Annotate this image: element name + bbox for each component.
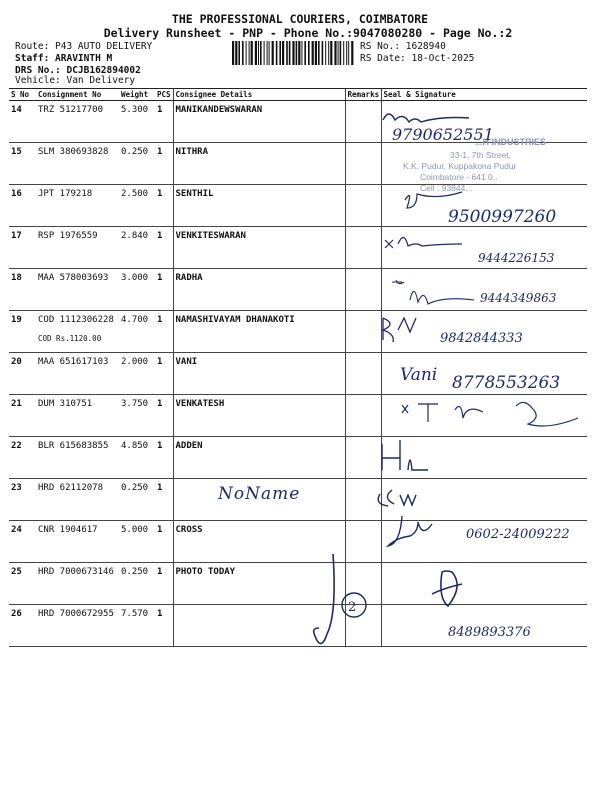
stamp-line-3: K.K. Pudur, Kuppakona Pudur: [403, 161, 517, 171]
route-label: Route: P43 AUTO DELIVERY: [15, 41, 153, 52]
cell-seal-signature: [381, 311, 587, 353]
cell-sno: 25: [9, 563, 36, 605]
cell-remarks: [345, 605, 381, 647]
cell-remarks: [345, 101, 381, 143]
cell-seal-signature: [381, 521, 587, 563]
handwritten-phone-16: 9500997260: [448, 207, 557, 227]
barcode-bar: [348, 41, 349, 65]
cell-consignee: VENKATESH: [173, 395, 345, 437]
cell-seal-signature: [381, 269, 587, 311]
stamp-line-5: Cell : 93844...: [420, 183, 473, 193]
stamp-line-2: 33-1, 7th Street,: [450, 150, 511, 160]
col-header-consignment: Consignment No: [36, 89, 119, 101]
cell-seal-signature: [381, 479, 587, 521]
cell-pcs: 1: [155, 101, 173, 143]
cell-consignment-no: COD 1112306228: [36, 311, 119, 353]
table-row: [9, 353, 587, 395]
cell-remarks: [345, 185, 381, 227]
handwritten-phone-24: 0602-24009222: [466, 527, 570, 542]
cell-remarks: [345, 437, 381, 479]
cell-pcs: 1: [155, 605, 173, 647]
cell-pcs: 1: [155, 395, 173, 437]
cell-weight: 2.500: [119, 185, 155, 227]
cell-remarks: [345, 143, 381, 185]
barcode-bar: [272, 41, 274, 65]
cell-weight: 5.000: [119, 521, 155, 563]
cell-pcs: 1: [155, 143, 173, 185]
barcode-bar: [325, 41, 326, 65]
barcode-bar: [328, 41, 329, 65]
cell-weight: 0.250: [119, 563, 155, 605]
cell-pcs: 1: [155, 269, 173, 311]
table-row: [9, 311, 587, 353]
barcode-bar: [242, 41, 244, 65]
cell-weight: 0.250: [119, 143, 155, 185]
cell-weight: 3.750: [119, 395, 155, 437]
cell-remarks: [345, 395, 381, 437]
barcode-bar: [292, 41, 294, 65]
cell-remarks: [345, 311, 381, 353]
barcode-bar: [232, 41, 234, 65]
cell-sno: 15: [9, 143, 36, 185]
barcode-bar: [308, 41, 310, 65]
staff-label: Staff: ARAVINTH M: [15, 53, 113, 64]
cell-consignment-no: HRD 7000673146: [36, 563, 119, 605]
cell-sno: 16: [9, 185, 36, 227]
cell-consignee: ADDEN: [173, 437, 345, 479]
table-row: [9, 605, 587, 647]
cell-seal-signature: [381, 227, 587, 269]
cell-pcs: 1: [155, 563, 173, 605]
cell-consignee: CROSS: [173, 521, 345, 563]
cell-weight: 4.850: [119, 437, 155, 479]
cell-pcs: 1: [155, 227, 173, 269]
barcode-bar: [267, 41, 268, 65]
barcode-bar: [315, 41, 317, 65]
cell-sno: 20: [9, 353, 36, 395]
barcode-bar: [264, 41, 265, 65]
cell-consignee: SENTHIL: [173, 185, 345, 227]
col-header-remarks: Remarks: [345, 89, 381, 101]
barcode-bar: [304, 41, 306, 65]
cell-consignment-no: MAA 651617103: [36, 353, 119, 395]
cell-consignee: MANIKANDEWSWARAN: [173, 101, 345, 143]
table-row: [9, 437, 587, 479]
cell-consignment-no: DUM 310751: [36, 395, 119, 437]
barcode-bar: [279, 41, 281, 65]
col-header-sno: S No: [9, 89, 36, 101]
cell-weight: 7.570: [119, 605, 155, 647]
cell-pcs: 1: [155, 311, 173, 353]
handwritten-vani: Vani: [400, 365, 438, 385]
cell-sno: 22: [9, 437, 36, 479]
cell-seal-signature: [381, 563, 587, 605]
cell-sno: 26: [9, 605, 36, 647]
cell-consignment-no: HRD 62112078: [36, 479, 119, 521]
cell-sno: 24: [9, 521, 36, 563]
cell-weight: 2.840: [119, 227, 155, 269]
table-row: [9, 143, 587, 185]
barcode-bar: [330, 41, 332, 65]
cell-pcs: 1: [155, 437, 173, 479]
cell-sno: 18: [9, 269, 36, 311]
barcode-bar: [312, 41, 314, 65]
barcode-bar: [296, 41, 298, 65]
cell-seal-signature: [381, 353, 587, 395]
barcode-bar: [338, 41, 339, 65]
cell-consignment-no: HRD 7000672955: [36, 605, 119, 647]
cell-seal-signature: [381, 101, 587, 143]
cell-consignment-no: TRZ 51217700: [36, 101, 119, 143]
runsheet-table: [9, 88, 587, 647]
cell-weight: 2.000: [119, 353, 155, 395]
cell-consignment-no: RSP 1976559: [36, 227, 119, 269]
cell-seal-signature: [381, 395, 587, 437]
barcode: [232, 41, 356, 65]
runsheet-subtitle: Delivery Runsheet - PNP - Phone No.:9047080280 - Page No.:2: [103, 26, 513, 40]
cell-consignment-no: CNR 1904617: [36, 521, 119, 563]
handwritten-phone-17: 9444226153: [478, 251, 555, 265]
table-row: [9, 185, 587, 227]
cell-consignee: VENKITESWARAN: [173, 227, 345, 269]
vehicle-label: Vehicle: Van Delivery: [15, 75, 136, 86]
cell-remarks: [345, 563, 381, 605]
barcode-bar: [346, 41, 347, 65]
cell-seal-signature: [381, 143, 587, 185]
handwritten-noname: NoName: [218, 484, 301, 504]
cell-sno: 19: [9, 311, 36, 353]
cell-consignee: PHOTO TODAY: [173, 563, 345, 605]
barcode-bar: [235, 41, 237, 65]
cell-sno: 14: [9, 101, 36, 143]
cell-pcs: 1: [155, 479, 173, 521]
cell-consignee: RADHA: [173, 269, 345, 311]
cell-weight: 3.000: [119, 269, 155, 311]
cell-seal-signature: [381, 437, 587, 479]
barcode-bar: [289, 41, 291, 65]
cell-sno: 23: [9, 479, 36, 521]
stamp-line-1: ...H INDUSTRIES: [475, 137, 547, 147]
table-row: [9, 395, 587, 437]
cell-remarks: [345, 269, 381, 311]
handwritten-phone-18: 9444349863: [480, 291, 557, 305]
cod-amount: COD Rs.1120.00: [38, 334, 102, 343]
cell-consignment-no: BLR 615683855: [36, 437, 119, 479]
col-header-weight: Weight: [119, 89, 155, 101]
cell-remarks: [345, 353, 381, 395]
table-row: [9, 227, 587, 269]
cell-remarks: [345, 521, 381, 563]
barcode-bar: [286, 41, 288, 65]
cell-pcs: 1: [155, 521, 173, 563]
table-row: [9, 269, 587, 311]
barcode-bar: [322, 41, 324, 65]
cell-consignment-no: SLM 380693828: [36, 143, 119, 185]
handwritten-phone-15: 9790652551: [392, 125, 494, 144]
cell-seal-signature: [381, 185, 587, 227]
rs-date: RS Date: 18-Oct-2025: [360, 53, 475, 64]
barcode-bar: [260, 41, 262, 65]
barcode-bar: [246, 41, 247, 65]
cell-weight: 4.700: [119, 311, 155, 353]
barcode-bar: [276, 41, 278, 65]
rs-number: RS No.: 1628940: [360, 41, 446, 52]
barcode-bar: [258, 41, 259, 65]
barcode-bar: [340, 41, 342, 65]
cell-seal-signature: [381, 605, 587, 647]
cell-consignee: NAMASHIVAYAM DHANAKOTI: [173, 311, 345, 353]
drs-label: DRS No.: DCJB162894002: [15, 65, 141, 76]
cell-consignee: VANI: [173, 353, 345, 395]
cell-remarks: [345, 479, 381, 521]
barcode-bar: [334, 41, 336, 65]
barcode-bar: [251, 41, 253, 65]
barcode-bar: [351, 41, 353, 65]
table-row: [9, 101, 587, 143]
table-row: [9, 521, 587, 563]
barcode-bar: [238, 41, 240, 65]
barcode-bar: [269, 41, 270, 65]
barcode-bar: [255, 41, 257, 65]
cell-remarks: [345, 227, 381, 269]
table-header-row: [9, 89, 587, 101]
cell-weight: 5.300: [119, 101, 155, 143]
barcode-bar: [318, 41, 320, 65]
col-header-seal: Seal & Signature: [381, 89, 587, 101]
barcode-bar: [249, 41, 250, 65]
handwritten-phone-20: 8778553263: [452, 373, 561, 393]
handwritten-phone-26: 8489893376: [448, 625, 531, 640]
barcode-bar: [301, 41, 302, 65]
cell-pcs: 1: [155, 353, 173, 395]
barcode-bar: [343, 41, 344, 65]
cell-sno: 21: [9, 395, 36, 437]
cell-consignee: NITHRA: [173, 143, 345, 185]
handwritten-circled-2: 2: [348, 600, 357, 615]
barcode-bar: [298, 41, 300, 65]
cell-weight: 0.250: [119, 479, 155, 521]
cell-consignment-no: MAA 578003693: [36, 269, 119, 311]
company-title: THE PROFESSIONAL COURIERS, COIMBATORE: [171, 12, 429, 26]
table-row: [9, 563, 587, 605]
col-header-consignee: Consignee Details: [173, 89, 345, 101]
barcode-bar: [282, 41, 284, 65]
cell-sno: 17: [9, 227, 36, 269]
cell-consignment-no: JPT 179218: [36, 185, 119, 227]
col-header-pcs: PCS: [155, 89, 173, 101]
cell-consignee: [173, 605, 345, 647]
handwritten-phone-19: 9842844333: [440, 331, 523, 346]
cell-pcs: 1: [155, 185, 173, 227]
stamp-line-4: Coimbatore - 641 0..: [420, 172, 498, 182]
